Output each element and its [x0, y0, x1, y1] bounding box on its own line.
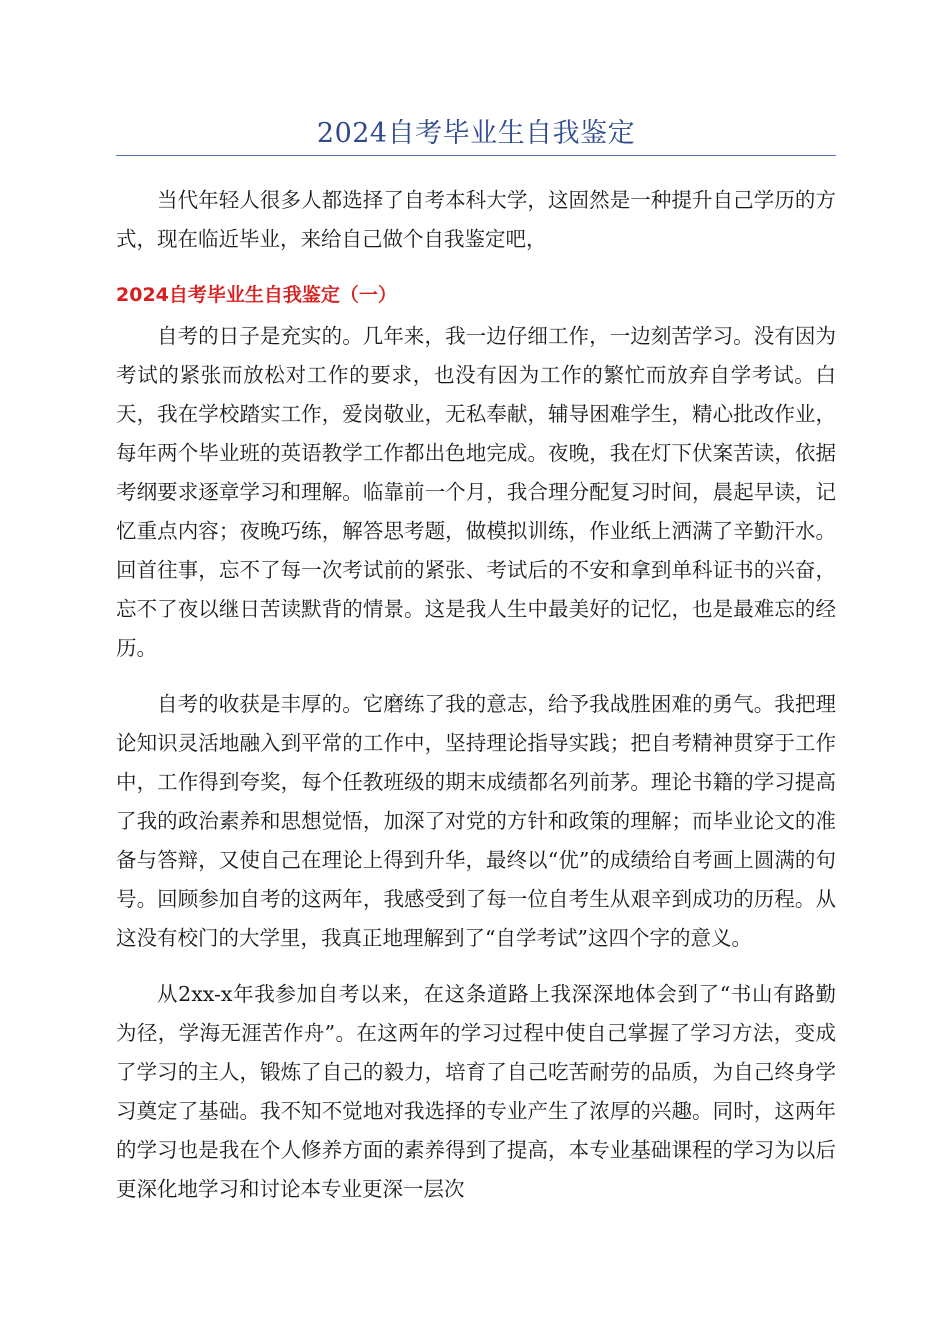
body-paragraph-2: 自考的收获是丰厚的。它磨练了我的意志，给予我战胜困难的勇气。我把理论知识灵活地融入到平常的工作中，坚持理论指导实践；把自考精神贯穿于工作中，工作得到夸奖，每个任教班级的期末成绩都名列前茅。理论书籍的学习提高了我的政治素养和思想觉悟，加深了对党的方针和政策的理解；而毕业论文的准备与答辩，又使自己在理论上得到升华，最终以“优”的成绩给自考画上圆满的句号。回顾参加自考的这两年，我感受到了每一位自考生从艰辛到成功的历程。从这没有校门的大学里，我真正地理解到了“自学考试”这四个字的意义。 [116, 692, 836, 950]
body-paragraph-3: 从2xx-x年我参加自考以来，在这条道路上我深深地体会到了“书山有路勤为径，学海无涯苦作舟”。在这两年的学习过程中使自己掌握了学习方法，变成了学习的主人，锻炼了自己的毅力，培育了自己吃苦耐劳的品质，为自己终身学习奠定了基础。我不知不觉地对我选择的专业产生了浓厚的兴趣。同时，这两年的学习也是我在个人修养方面的素养得到了提高，本专业基础课程的学习为以后更深化地学习和讨论本专业更深一层次 [116, 982, 836, 1201]
section-heading: 2024自考毕业生自我鉴定（一） [116, 284, 397, 306]
body-paragraph-1: 自考的日子是充实的。几年来，我一边仔细工作，一边刻苦学习。没有因为考试的紧张而放松对工作的要求，也没有因为工作的繁忙而放弃自学考试。白天，我在学校踏实工作，爱岗敬业，无私奉献，辅导困难学生，精心批改作业，每年两个毕业班的英语教学工作都出色地完成。夜晚，我在灯下伏案苦读，依据考纲要求逐章学习和理解。临靠前一个月，我合理分配复习时间，晨起早读，记忆重点内容；夜晚巧练，解答思考题，做模拟训练，作业纸上洒满了辛勤汗水。回首往事，忘不了每一次考试前的紧张、考试后的不安和拿到单科证书的兴奋，忘不了夜以继日苦读默背的情景。这是我人生中最美好的记忆，也是最难忘的经历。 [116, 324, 836, 660]
document-title: 2024自考毕业生自我鉴定 [316, 118, 636, 149]
intro-paragraph: 当代年轻人很多人都选择了自考本科大学，这固然是一种提升自己学历的方式，现在临近毕业，来给自己做个自我鉴定吧， [116, 188, 836, 251]
document-page [116, 0, 836, 1209]
title-underline [116, 155, 836, 156]
